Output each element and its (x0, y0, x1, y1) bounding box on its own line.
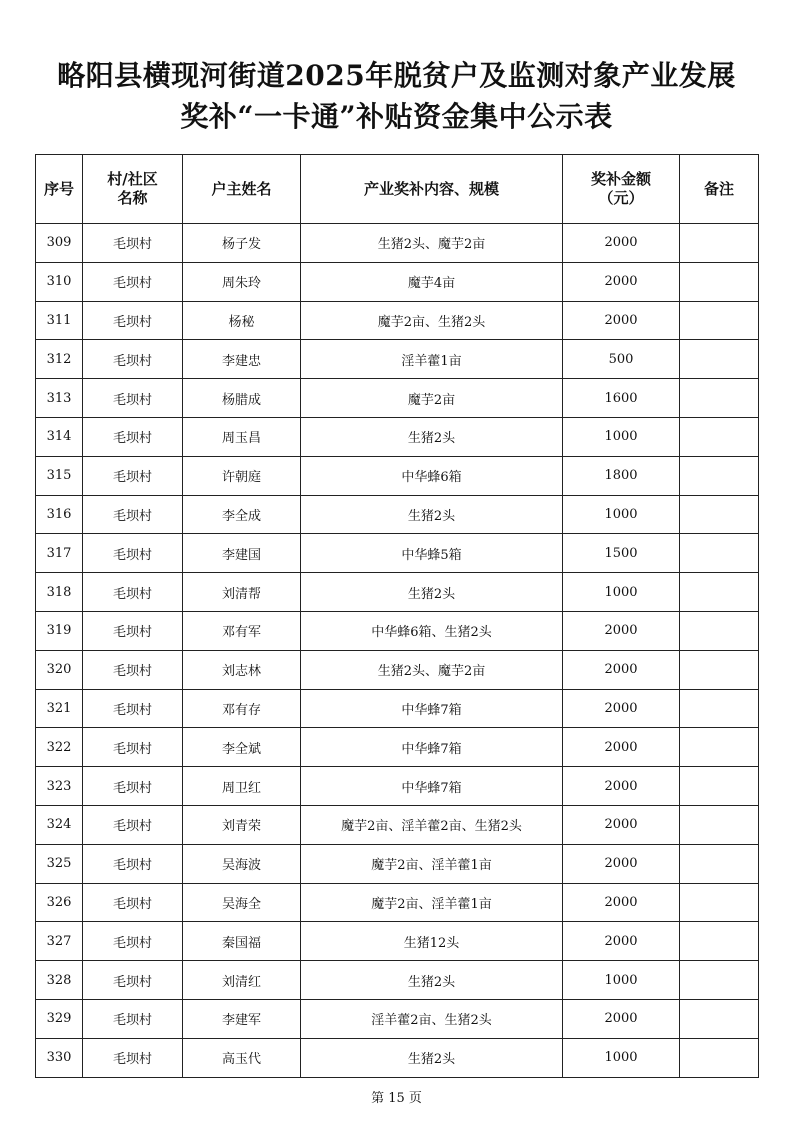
cell-village: 毛坝村 (83, 224, 183, 263)
cell-village: 毛坝村 (83, 999, 183, 1038)
cell-name: 高玉代 (183, 1038, 301, 1077)
cell-name: 李全斌 (183, 728, 301, 767)
table-row (36, 417, 759, 456)
table-row (36, 767, 759, 806)
cell-name: 周玉昌 (183, 417, 301, 456)
cell-name: 李建忠 (183, 340, 301, 379)
cell-amount: 1000 (563, 1038, 680, 1077)
cell-remark (680, 805, 759, 844)
cell-amount: 500 (563, 340, 680, 379)
cell-remark (680, 379, 759, 418)
header-amount-line-1: 奖补金额 (590, 170, 651, 188)
table-row (36, 999, 759, 1038)
table-row (36, 611, 759, 650)
table-row (36, 456, 759, 495)
cell-seq: 318 (36, 573, 83, 612)
cell-seq: 328 (36, 961, 83, 1000)
cell-seq: 330 (36, 1038, 83, 1077)
header-content: 产业奖补内容、规模 (301, 155, 563, 224)
cell-amount: 2000 (563, 262, 680, 301)
table-row (36, 224, 759, 263)
cell-content: 魔芋2亩、淫羊藿1亩 (301, 883, 563, 922)
document-title-line-1: 略阳县横现河街道2025年脱贫户及监测对象产业发展 (57, 59, 736, 92)
cell-remark (680, 534, 759, 573)
cell-amount: 2000 (563, 883, 680, 922)
cell-village: 毛坝村 (83, 689, 183, 728)
table-row (36, 922, 759, 961)
cell-amount: 1000 (563, 495, 680, 534)
cell-content: 魔芋4亩 (301, 262, 563, 301)
cell-remark (680, 883, 759, 922)
cell-village: 毛坝村 (83, 301, 183, 340)
cell-amount: 1500 (563, 534, 680, 573)
cell-seq: 321 (36, 689, 83, 728)
table-row (36, 534, 759, 573)
cell-seq: 313 (36, 379, 83, 418)
table-row (36, 573, 759, 612)
cell-name: 刘青荣 (183, 805, 301, 844)
cell-remark (680, 573, 759, 612)
cell-content: 生猪12头 (301, 922, 563, 961)
cell-remark (680, 922, 759, 961)
header-village-line-2: 名称 (117, 189, 148, 207)
cell-content: 中华蜂7箱 (301, 689, 563, 728)
cell-content: 淫羊藿1亩 (301, 340, 563, 379)
cell-remark (680, 495, 759, 534)
cell-content: 魔芋2亩、生猪2头 (301, 301, 563, 340)
cell-seq: 319 (36, 611, 83, 650)
cell-name: 刘清帮 (183, 573, 301, 612)
cell-name: 吴海全 (183, 883, 301, 922)
cell-amount: 2000 (563, 611, 680, 650)
cell-seq: 326 (36, 883, 83, 922)
table-row (36, 883, 759, 922)
table-row (36, 650, 759, 689)
cell-name: 许朝庭 (183, 456, 301, 495)
cell-amount: 2000 (563, 922, 680, 961)
cell-content: 魔芋2亩 (301, 379, 563, 418)
table-row (36, 1038, 759, 1077)
cell-village: 毛坝村 (83, 844, 183, 883)
cell-amount: 1000 (563, 961, 680, 1000)
document-title-line-2: 奖补“一卡通”补贴资金集中公示表 (180, 100, 613, 133)
cell-seq: 329 (36, 999, 83, 1038)
cell-content: 生猪2头、魔芋2亩 (301, 224, 563, 263)
cell-content: 魔芋2亩、淫羊藿2亩、生猪2头 (301, 805, 563, 844)
cell-remark (680, 340, 759, 379)
cell-remark (680, 262, 759, 301)
cell-village: 毛坝村 (83, 922, 183, 961)
table-row (36, 844, 759, 883)
cell-amount: 2000 (563, 999, 680, 1038)
cell-seq: 325 (36, 844, 83, 883)
cell-content: 淫羊藿2亩、生猪2头 (301, 999, 563, 1038)
cell-remark (680, 456, 759, 495)
cell-name: 刘志林 (183, 650, 301, 689)
cell-name: 邓有军 (183, 611, 301, 650)
cell-amount: 1600 (563, 379, 680, 418)
cell-content: 魔芋2亩、淫羊藿1亩 (301, 844, 563, 883)
cell-remark (680, 650, 759, 689)
page-number: 第 15 页 (371, 1091, 422, 1106)
cell-village: 毛坝村 (83, 805, 183, 844)
cell-name: 杨子发 (183, 224, 301, 263)
cell-name: 周朱玲 (183, 262, 301, 301)
cell-seq: 316 (36, 495, 83, 534)
cell-village: 毛坝村 (83, 262, 183, 301)
header-name: 户主姓名 (183, 155, 301, 224)
header-seq: 序号 (36, 155, 83, 224)
cell-village: 毛坝村 (83, 650, 183, 689)
cell-remark (680, 611, 759, 650)
cell-name: 李建军 (183, 999, 301, 1038)
cell-village: 毛坝村 (83, 767, 183, 806)
cell-content: 中华蜂6箱 (301, 456, 563, 495)
cell-remark (680, 224, 759, 263)
cell-seq: 320 (36, 650, 83, 689)
cell-name: 李全成 (183, 495, 301, 534)
cell-seq: 314 (36, 417, 83, 456)
cell-village: 毛坝村 (83, 417, 183, 456)
cell-seq: 309 (36, 224, 83, 263)
cell-village: 毛坝村 (83, 883, 183, 922)
cell-village: 毛坝村 (83, 573, 183, 612)
cell-village: 毛坝村 (83, 1038, 183, 1077)
cell-name: 邓有存 (183, 689, 301, 728)
cell-seq: 323 (36, 767, 83, 806)
cell-amount: 2000 (563, 301, 680, 340)
cell-remark (680, 301, 759, 340)
table-row (36, 495, 759, 534)
cell-content: 生猪2头 (301, 961, 563, 1000)
cell-name: 杨秘 (183, 301, 301, 340)
cell-name: 周卫红 (183, 767, 301, 806)
header-amount (563, 155, 680, 224)
cell-content: 中华蜂7箱 (301, 767, 563, 806)
table-row (36, 805, 759, 844)
cell-amount: 2000 (563, 224, 680, 263)
table-row (36, 728, 759, 767)
cell-village: 毛坝村 (83, 340, 183, 379)
cell-content: 中华蜂6箱、生猪2头 (301, 611, 563, 650)
cell-remark (680, 767, 759, 806)
header-village (83, 155, 183, 224)
table-row (36, 379, 759, 418)
header-amount-line-2: （元） (598, 189, 644, 207)
cell-amount: 2000 (563, 689, 680, 728)
table-body (36, 224, 759, 1078)
cell-content: 生猪2头 (301, 495, 563, 534)
cell-content: 中华蜂5箱 (301, 534, 563, 573)
cell-amount: 2000 (563, 844, 680, 883)
table-row (36, 961, 759, 1000)
cell-remark (680, 417, 759, 456)
cell-seq: 310 (36, 262, 83, 301)
cell-village: 毛坝村 (83, 728, 183, 767)
cell-seq: 324 (36, 805, 83, 844)
header-village-line-1: 村/社区 (107, 170, 158, 188)
table-row (36, 689, 759, 728)
cell-amount: 1000 (563, 573, 680, 612)
cell-village: 毛坝村 (83, 379, 183, 418)
cell-content: 生猪2头 (301, 573, 563, 612)
cell-name: 李建国 (183, 534, 301, 573)
cell-content: 中华蜂7箱 (301, 728, 563, 767)
header-remark: 备注 (680, 155, 759, 224)
table-header-row (36, 155, 759, 224)
cell-village: 毛坝村 (83, 456, 183, 495)
table-row (36, 301, 759, 340)
cell-content: 生猪2头 (301, 1038, 563, 1077)
cell-name: 秦国福 (183, 922, 301, 961)
cell-content: 生猪2头、魔芋2亩 (301, 650, 563, 689)
cell-content: 生猪2头 (301, 417, 563, 456)
cell-remark (680, 844, 759, 883)
cell-amount: 1000 (563, 417, 680, 456)
cell-amount: 1800 (563, 456, 680, 495)
table-row (36, 340, 759, 379)
cell-amount: 2000 (563, 728, 680, 767)
cell-amount: 2000 (563, 767, 680, 806)
cell-seq: 311 (36, 301, 83, 340)
subsidy-table (35, 154, 759, 1078)
cell-village: 毛坝村 (83, 534, 183, 573)
cell-seq: 327 (36, 922, 83, 961)
cell-amount: 2000 (563, 805, 680, 844)
cell-remark (680, 1038, 759, 1077)
cell-amount: 2000 (563, 650, 680, 689)
cell-name: 吴海波 (183, 844, 301, 883)
cell-village: 毛坝村 (83, 611, 183, 650)
cell-seq: 315 (36, 456, 83, 495)
cell-remark (680, 999, 759, 1038)
cell-seq: 317 (36, 534, 83, 573)
cell-remark (680, 961, 759, 1000)
cell-name: 刘清红 (183, 961, 301, 1000)
cell-name: 杨腊成 (183, 379, 301, 418)
cell-remark (680, 728, 759, 767)
table-row (36, 262, 759, 301)
cell-seq: 312 (36, 340, 83, 379)
cell-remark (680, 689, 759, 728)
cell-village: 毛坝村 (83, 495, 183, 534)
cell-seq: 322 (36, 728, 83, 767)
cell-village: 毛坝村 (83, 961, 183, 1000)
